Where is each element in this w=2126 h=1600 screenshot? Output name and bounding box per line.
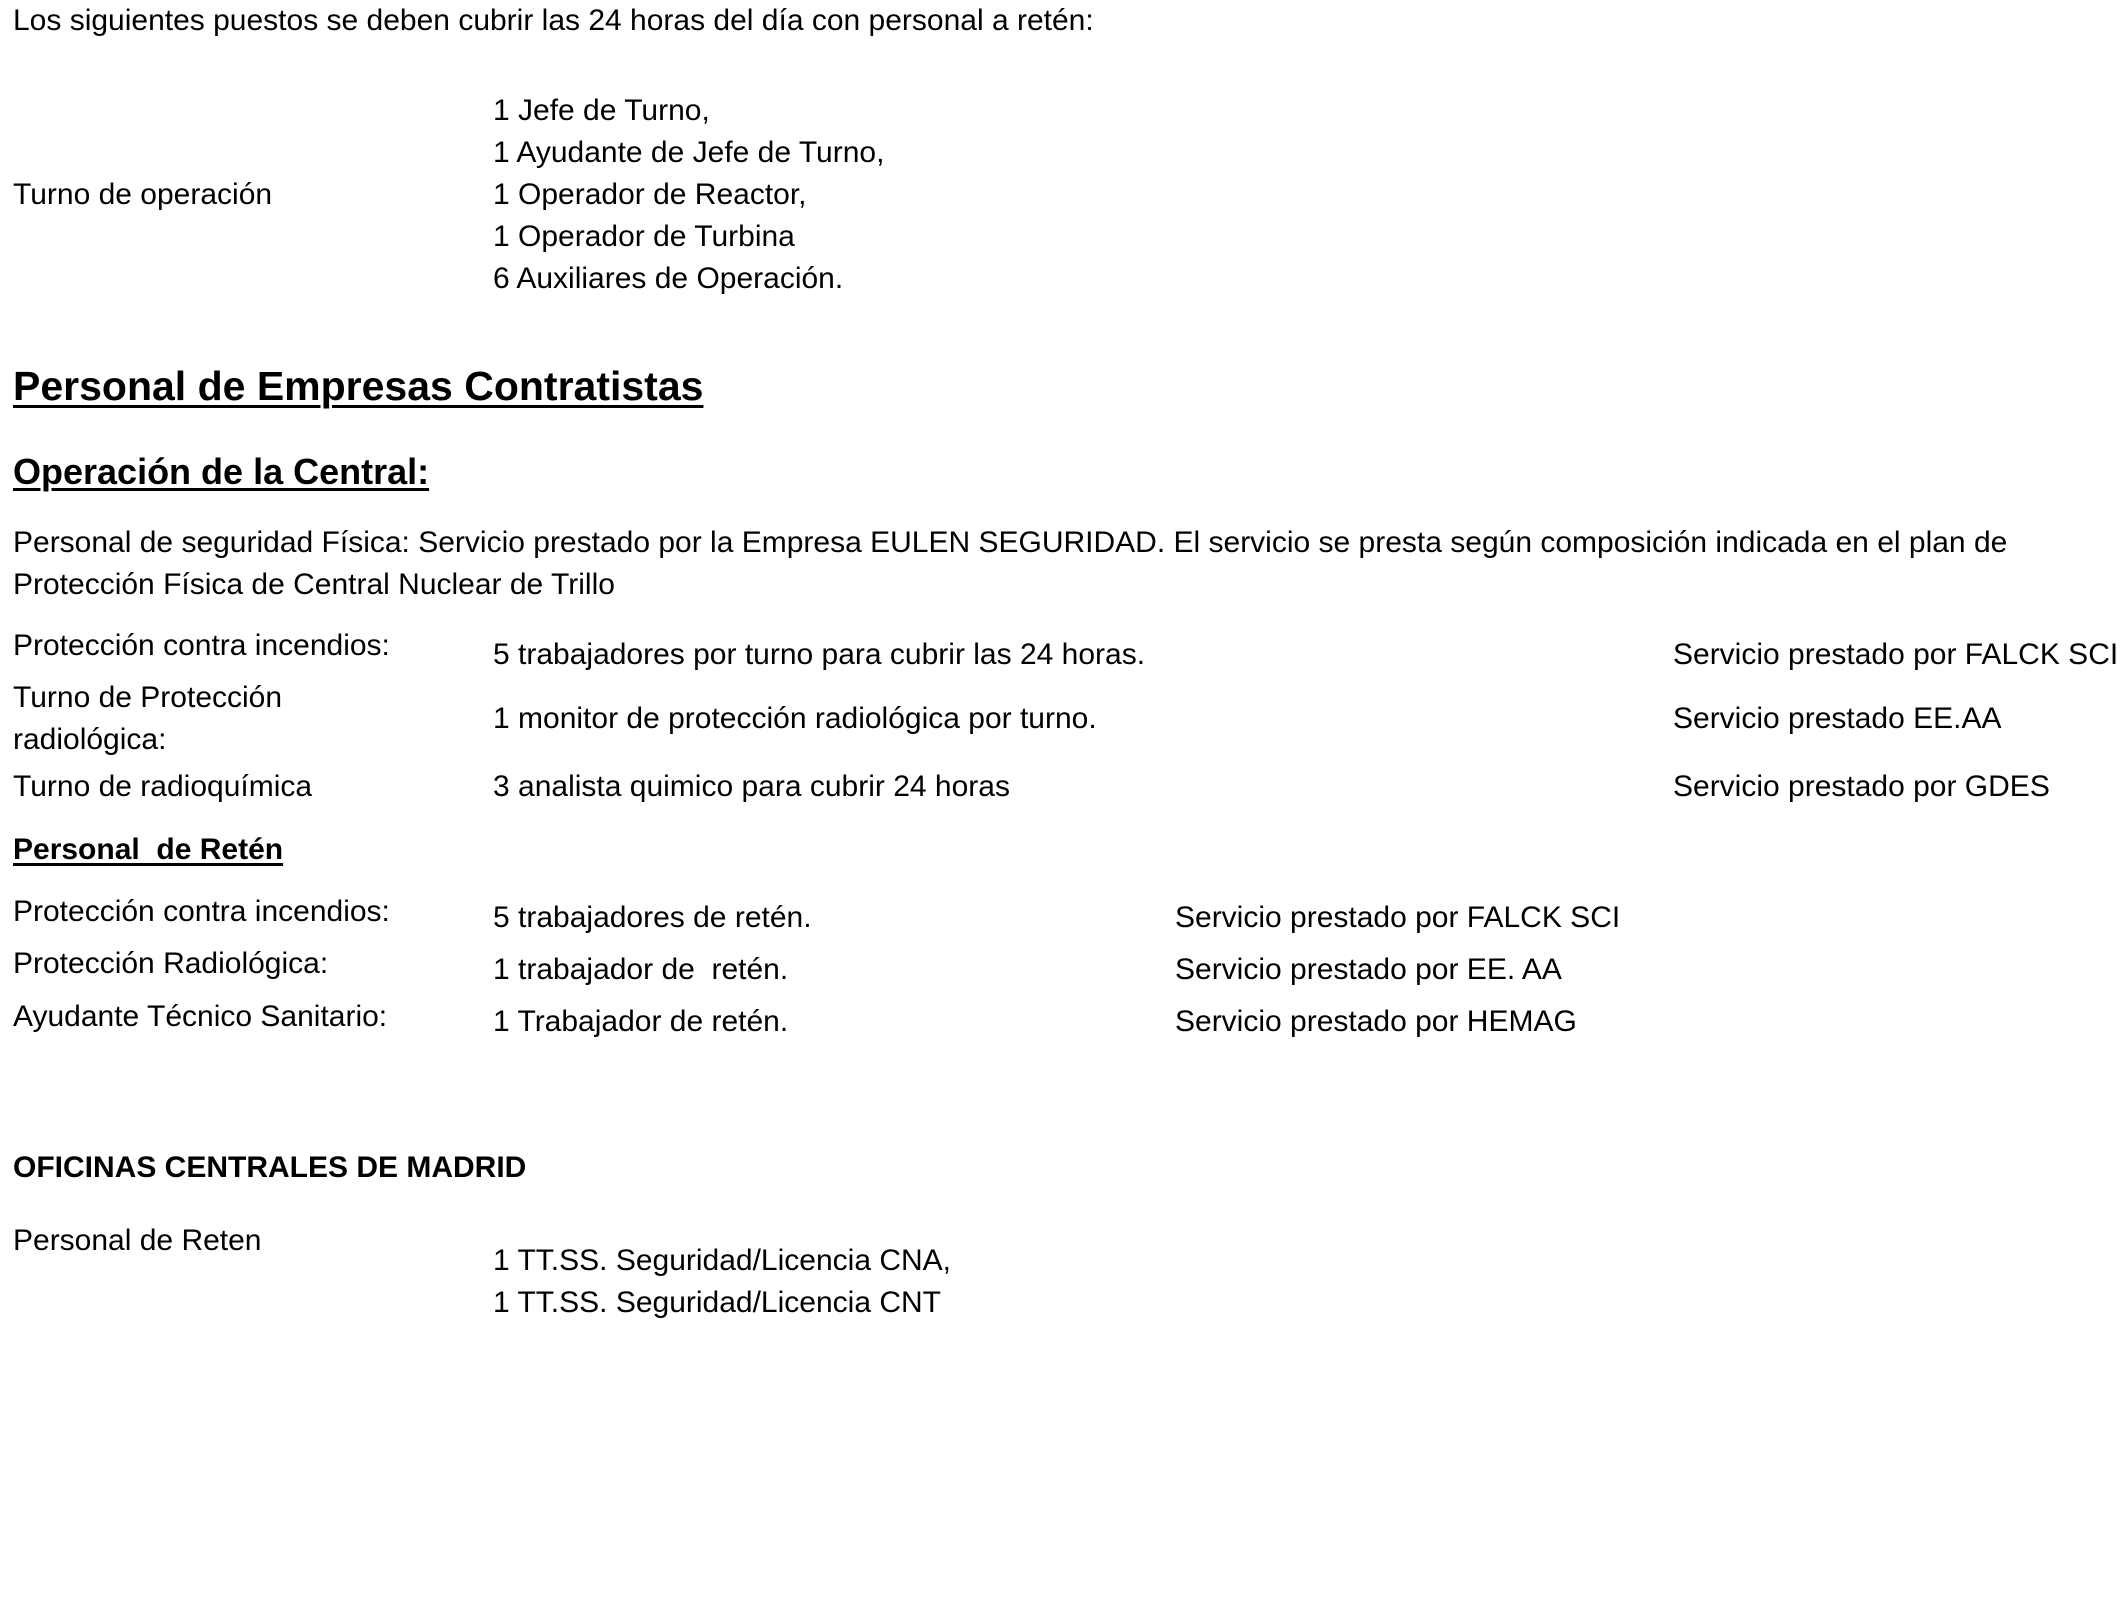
turno-label: Turno de operación — [13, 178, 273, 211]
turno-line: 1 Jefe de Turno, — [493, 94, 710, 127]
madrid-line: 1 TT.SS. Seguridad/Licencia CNT — [493, 1286, 941, 1319]
turno-line: 1 Operador de Reactor, — [493, 178, 807, 211]
row-desc: 1 monitor de protección radiológica por turno. — [493, 702, 1097, 735]
intro-text: Los siguientes puestos se deben cubrir las 24 horas del día con personal a retén: — [13, 4, 1094, 37]
row-service: Servicio prestado por FALCK SCI — [1673, 638, 2119, 671]
reten-row-desc: 5 trabajadores de retén. — [493, 901, 812, 934]
row-label: Protección contra incendios: — [13, 629, 390, 662]
reten-row-desc: 1 Trabajador de retén. — [493, 1005, 789, 1038]
row-service: Servicio prestado EE.AA — [1673, 702, 2002, 735]
turno-line: 1 Operador de Turbina — [493, 220, 795, 253]
madrid-line: 1 TT.SS. Seguridad/Licencia CNA, — [493, 1244, 952, 1277]
contratistas-heading: Personal de Empresas Contratistas — [13, 363, 704, 409]
reten-row-service: Servicio prestado por FALCK SCI — [1175, 901, 1621, 934]
turno-line: 1 Ayudante de Jefe de Turno, — [493, 136, 885, 169]
turno-line: 6 Auxiliares de Operación. — [493, 262, 844, 295]
reten-row-label: Ayudante Técnico Sanitario: — [13, 1000, 388, 1033]
row-service: Servicio prestado por GDES — [1673, 770, 2050, 803]
row-label: Turno de radioquímica — [13, 770, 313, 803]
row-desc: 3 analista quimico para cubrir 24 horas — [493, 770, 1010, 803]
seguridad-paragraph: Personal de seguridad Física: Servicio prestado por la Empresa EULEN SEGURIDAD. El servicio se presta según composición indicada en el plan de Protección Física de Central Nuclear de Trillo — [13, 526, 2008, 601]
reten-row-desc: 1 trabajador de retén. — [493, 953, 789, 986]
operacion-subheading: Operación de la Central: — [13, 451, 430, 492]
reten-row-service: Servicio prestado por EE. AA — [1175, 953, 1562, 986]
reten-heading: Personal de Retén — [13, 833, 284, 866]
madrid-heading: OFICINAS CENTRALES DE MADRID — [13, 1151, 527, 1184]
reten-row-label: Protección contra incendios: — [13, 895, 390, 928]
reten-row-label: Protección Radiológica: — [13, 947, 329, 980]
row-label: Turno de Protección radiológica: — [13, 681, 283, 756]
reten-row-service: Servicio prestado por HEMAG — [1175, 1005, 1577, 1038]
row-desc: 5 trabajadores por turno para cubrir las 24 horas. — [493, 638, 1146, 671]
madrid-label: Personal de Reten — [13, 1224, 262, 1257]
